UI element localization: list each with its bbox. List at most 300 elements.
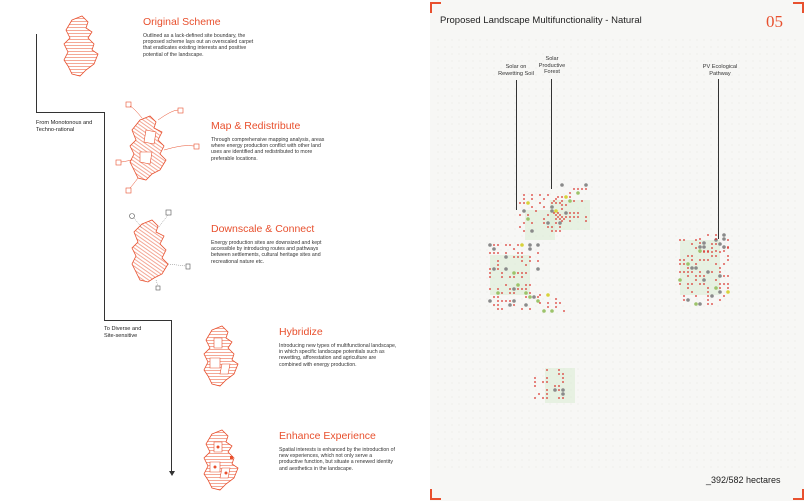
grid-dot — [459, 320, 460, 321]
grid-dot — [627, 243, 628, 244]
map-dot — [573, 200, 575, 202]
grid-dot — [571, 117, 572, 118]
grid-dot — [788, 264, 789, 265]
grid-dot — [606, 152, 607, 153]
grid-dot — [592, 54, 593, 55]
grid-dot — [704, 383, 705, 384]
grid-dot — [480, 264, 481, 265]
grid-dot — [452, 341, 453, 342]
grid-dot — [669, 285, 670, 286]
grid-dot — [711, 467, 712, 468]
grid-dot — [662, 173, 663, 174]
map-dot — [727, 246, 729, 248]
grid-dot — [662, 243, 663, 244]
grid-dot — [487, 250, 488, 251]
grid-dot — [494, 425, 495, 426]
grid-dot — [774, 166, 775, 167]
grid-dot — [788, 404, 789, 405]
grid-dot — [732, 257, 733, 258]
grid-dot — [795, 89, 796, 90]
grid-dot — [655, 446, 656, 447]
grid-dot — [767, 187, 768, 188]
grid-dot — [592, 418, 593, 419]
grid-dot — [564, 292, 565, 293]
grid-dot — [487, 439, 488, 440]
map-dot — [547, 306, 549, 308]
grid-dot — [438, 292, 439, 293]
grid-dot — [459, 82, 460, 83]
callout-pv-ecological-pathway: PV Ecological Pathway — [702, 64, 738, 77]
grid-dot — [529, 131, 530, 132]
grid-dot — [606, 313, 607, 314]
grid-dot — [662, 222, 663, 223]
grid-dot — [557, 194, 558, 195]
map-dot — [505, 300, 507, 302]
grid-dot — [480, 159, 481, 160]
grid-dot — [599, 369, 600, 370]
grid-dot — [634, 180, 635, 181]
grid-dot — [746, 313, 747, 314]
grid-dot — [445, 117, 446, 118]
grid-dot — [774, 390, 775, 391]
grid-dot — [683, 313, 684, 314]
grid-dot — [746, 278, 747, 279]
grid-dot — [746, 432, 747, 433]
grid-dot — [536, 292, 537, 293]
grid-dot — [571, 124, 572, 125]
grid-dot — [634, 257, 635, 258]
grid-dot — [522, 103, 523, 104]
map-dot — [718, 274, 722, 278]
grid-dot — [452, 418, 453, 419]
grid-dot — [641, 82, 642, 83]
grid-dot — [774, 446, 775, 447]
grid-dot — [634, 61, 635, 62]
grid-dot — [452, 306, 453, 307]
grid-dot — [767, 173, 768, 174]
grid-dot — [543, 103, 544, 104]
grid-dot — [592, 236, 593, 237]
map-dot — [555, 202, 557, 204]
map-dot — [539, 302, 541, 304]
grid-dot — [788, 390, 789, 391]
grid-dot — [732, 432, 733, 433]
grid-dot — [746, 446, 747, 447]
grid-dot — [592, 376, 593, 377]
grid-dot — [781, 236, 782, 237]
grid-dot — [438, 446, 439, 447]
map-dot — [555, 302, 557, 304]
grid-dot — [732, 82, 733, 83]
grid-dot — [739, 425, 740, 426]
grid-dot — [494, 194, 495, 195]
grid-dot — [466, 327, 467, 328]
grid-dot — [501, 208, 502, 209]
grid-dot — [480, 201, 481, 202]
grid-dot — [627, 341, 628, 342]
grid-dot — [592, 467, 593, 468]
map-dot — [715, 255, 717, 257]
map-dot — [561, 388, 565, 392]
grid-dot — [620, 425, 621, 426]
grid-dot — [627, 68, 628, 69]
grid-dot — [620, 54, 621, 55]
grid-dot — [725, 138, 726, 139]
grid-dot — [781, 194, 782, 195]
grid-dot — [788, 187, 789, 188]
map-dot — [496, 291, 500, 295]
grid-dot — [529, 201, 530, 202]
grid-dot — [788, 299, 789, 300]
grid-dot — [641, 264, 642, 265]
grid-dot — [620, 194, 621, 195]
grid-dot — [564, 236, 565, 237]
grid-dot — [529, 439, 530, 440]
map-dot — [513, 248, 515, 250]
grid-dot — [480, 103, 481, 104]
grid-dot — [627, 40, 628, 41]
grid-dot — [781, 439, 782, 440]
grid-dot — [781, 348, 782, 349]
grid-dot — [760, 327, 761, 328]
grid-dot — [620, 61, 621, 62]
grid-dot — [480, 89, 481, 90]
grid-dot — [445, 166, 446, 167]
grid-dot — [620, 166, 621, 167]
grid-dot — [753, 222, 754, 223]
grid-dot — [655, 292, 656, 293]
grid-dot — [599, 138, 600, 139]
grid-dot — [564, 439, 565, 440]
grid-dot — [662, 327, 663, 328]
grid-dot — [494, 61, 495, 62]
grid-dot — [683, 369, 684, 370]
grid-dot — [613, 397, 614, 398]
map-dot — [698, 249, 702, 253]
grid-dot — [739, 327, 740, 328]
grid-dot — [480, 383, 481, 384]
grid-dot — [788, 243, 789, 244]
grid-dot — [452, 138, 453, 139]
grid-dot — [676, 257, 677, 258]
grid-dot — [662, 250, 663, 251]
grid-dot — [627, 320, 628, 321]
grid-dot — [536, 425, 537, 426]
grid-dot — [473, 145, 474, 146]
grid-dot — [788, 201, 789, 202]
grid-dot — [718, 306, 719, 307]
grid-dot — [641, 376, 642, 377]
grid-dot — [452, 264, 453, 265]
grid-dot — [697, 201, 698, 202]
grid-dot — [522, 54, 523, 55]
step-desc-hybridize: Introducing new types of multifunctional landscape, in which specific landscape potentials such as rewetting, afforestation and agriculture are combined with energy production. — [279, 343, 397, 368]
grid-dot — [606, 96, 607, 97]
grid-dot — [592, 425, 593, 426]
callout-line-pv-ecological-pathway — [718, 79, 719, 239]
grid-dot — [648, 432, 649, 433]
grid-dot — [739, 397, 740, 398]
step-title-downscale-connect: Downscale & Connect — [211, 223, 315, 235]
grid-dot — [690, 54, 691, 55]
grid-dot — [473, 467, 474, 468]
grid-dot — [599, 320, 600, 321]
grid-dot — [788, 362, 789, 363]
grid-dot — [711, 89, 712, 90]
grid-dot — [508, 243, 509, 244]
grid-dot — [564, 40, 565, 41]
map-dot — [715, 250, 717, 252]
grid-dot — [480, 257, 481, 258]
map-dot — [711, 271, 713, 273]
grid-dot — [753, 103, 754, 104]
grid-dot — [550, 285, 551, 286]
grid-dot — [543, 334, 544, 335]
grid-dot — [620, 453, 621, 454]
grid-dot — [599, 75, 600, 76]
grid-dot — [746, 40, 747, 41]
grid-dot — [466, 40, 467, 41]
grid-dot — [564, 278, 565, 279]
map-dot — [513, 256, 515, 258]
grid-dot — [739, 131, 740, 132]
grid-dot — [732, 453, 733, 454]
grid-dot — [753, 439, 754, 440]
grid-dot — [459, 54, 460, 55]
grid-dot — [746, 334, 747, 335]
grid-dot — [480, 54, 481, 55]
map-dot — [522, 209, 526, 213]
grid-dot — [662, 432, 663, 433]
grid-dot — [648, 124, 649, 125]
grid-dot — [746, 54, 747, 55]
grid-dot — [592, 327, 593, 328]
map-redistribute-diagram-icon — [112, 100, 202, 200]
grid-dot — [466, 201, 467, 202]
grid-dot — [557, 453, 558, 454]
grid-dot — [599, 467, 600, 468]
grid-dot — [641, 404, 642, 405]
grid-dot — [571, 180, 572, 181]
grid-dot — [438, 306, 439, 307]
grid-dot — [774, 236, 775, 237]
map-dot — [532, 295, 536, 299]
grid-dot — [718, 453, 719, 454]
grid-dot — [725, 376, 726, 377]
flow-line-vertical-2 — [104, 112, 105, 320]
grid-dot — [508, 404, 509, 405]
grid-dot — [648, 82, 649, 83]
grid-dot — [753, 446, 754, 447]
grid-dot — [536, 418, 537, 419]
grid-dot — [683, 89, 684, 90]
grid-dot — [690, 299, 691, 300]
grid-dot — [466, 397, 467, 398]
grid-dot — [690, 89, 691, 90]
grid-dot — [746, 103, 747, 104]
grid-dot — [557, 404, 558, 405]
grid-dot — [585, 75, 586, 76]
grid-dot — [669, 96, 670, 97]
grid-dot — [767, 313, 768, 314]
grid-dot — [788, 138, 789, 139]
map-dot — [530, 229, 534, 233]
grid-dot — [508, 439, 509, 440]
grid-dot — [704, 145, 705, 146]
grid-dot — [487, 236, 488, 237]
grid-dot — [641, 369, 642, 370]
map-dot — [534, 397, 536, 399]
grid-dot — [725, 418, 726, 419]
grid-dot — [627, 460, 628, 461]
grid-dot — [634, 411, 635, 412]
map-dot — [573, 212, 575, 214]
grid-dot — [662, 362, 663, 363]
grid-dot — [634, 460, 635, 461]
grid-dot — [599, 404, 600, 405]
grid-dot — [515, 418, 516, 419]
grid-dot — [599, 222, 600, 223]
grid-dot — [676, 54, 677, 55]
grid-dot — [508, 208, 509, 209]
grid-dot — [620, 432, 621, 433]
grid-dot — [564, 131, 565, 132]
grid-dot — [585, 89, 586, 90]
grid-dot — [781, 222, 782, 223]
grid-dot — [494, 215, 495, 216]
grid-dot — [760, 320, 761, 321]
grid-dot — [592, 68, 593, 69]
grid-dot — [641, 285, 642, 286]
map-dot — [679, 259, 681, 261]
map-dot — [524, 303, 528, 307]
grid-dot — [634, 82, 635, 83]
grid-dot — [452, 47, 453, 48]
grid-dot — [767, 355, 768, 356]
grid-dot — [508, 117, 509, 118]
grid-dot — [767, 383, 768, 384]
grid-dot — [725, 362, 726, 363]
grid-dot — [774, 201, 775, 202]
grid-dot — [578, 467, 579, 468]
grid-dot — [459, 299, 460, 300]
grid-dot — [690, 306, 691, 307]
grid-dot — [662, 68, 663, 69]
grid-dot — [473, 327, 474, 328]
grid-dot — [732, 460, 733, 461]
map-dot — [529, 284, 531, 286]
grid-dot — [487, 299, 488, 300]
grid-dot — [648, 355, 649, 356]
grid-dot — [739, 264, 740, 265]
grid-dot — [522, 306, 523, 307]
grid-dot — [620, 362, 621, 363]
grid-dot — [494, 145, 495, 146]
map-dot — [526, 201, 530, 205]
grid-dot — [459, 124, 460, 125]
grid-dot — [795, 397, 796, 398]
grid-dot — [606, 376, 607, 377]
grid-dot — [487, 446, 488, 447]
grid-dot — [438, 61, 439, 62]
grid-dot — [774, 187, 775, 188]
grid-dot — [522, 89, 523, 90]
grid-dot — [550, 348, 551, 349]
grid-dot — [795, 243, 796, 244]
map-dot — [542, 397, 544, 399]
map-dot — [497, 268, 499, 270]
grid-dot — [690, 194, 691, 195]
grid-dot — [767, 131, 768, 132]
grid-dot — [669, 397, 670, 398]
grid-dot — [459, 439, 460, 440]
grid-dot — [508, 313, 509, 314]
grid-dot — [781, 383, 782, 384]
grid-dot — [781, 432, 782, 433]
grid-dot — [494, 47, 495, 48]
map-dot — [489, 276, 491, 278]
map-dot — [561, 208, 563, 210]
grid-dot — [641, 299, 642, 300]
grid-dot — [606, 103, 607, 104]
grid-dot — [599, 334, 600, 335]
grid-dot — [522, 96, 523, 97]
grid-dot — [704, 439, 705, 440]
grid-dot — [641, 397, 642, 398]
grid-dot — [494, 467, 495, 468]
grid-dot — [746, 236, 747, 237]
grid-dot — [536, 159, 537, 160]
grid-dot — [704, 348, 705, 349]
grid-dot — [788, 411, 789, 412]
grid-dot — [473, 208, 474, 209]
grid-dot — [648, 271, 649, 272]
grid-dot — [662, 460, 663, 461]
grid-dot — [501, 467, 502, 468]
grid-dot — [529, 208, 530, 209]
grid-dot — [613, 40, 614, 41]
grid-dot — [501, 236, 502, 237]
grid-dot — [438, 355, 439, 356]
grid-dot — [550, 355, 551, 356]
grid-dot — [662, 292, 663, 293]
grid-dot — [564, 187, 565, 188]
grid-dot — [634, 467, 635, 468]
grid-dot — [459, 47, 460, 48]
grid-dot — [753, 110, 754, 111]
grid-dot — [585, 285, 586, 286]
grid-dot — [627, 418, 628, 419]
map-dot — [534, 385, 536, 387]
grid-dot — [753, 215, 754, 216]
callout-solar-productive-forest: Solar Productive Forest — [538, 56, 566, 76]
grid-dot — [753, 453, 754, 454]
grid-dot — [711, 397, 712, 398]
grid-dot — [564, 96, 565, 97]
grid-dot — [788, 418, 789, 419]
grid-dot — [585, 306, 586, 307]
grid-dot — [487, 453, 488, 454]
map-dot — [559, 302, 561, 304]
grid-dot — [599, 187, 600, 188]
grid-dot — [732, 243, 733, 244]
map-dot — [711, 243, 713, 245]
map-dot — [529, 260, 531, 262]
grid-dot — [711, 306, 712, 307]
grid-dot — [599, 341, 600, 342]
grid-dot — [487, 208, 488, 209]
grid-dot — [739, 467, 740, 468]
